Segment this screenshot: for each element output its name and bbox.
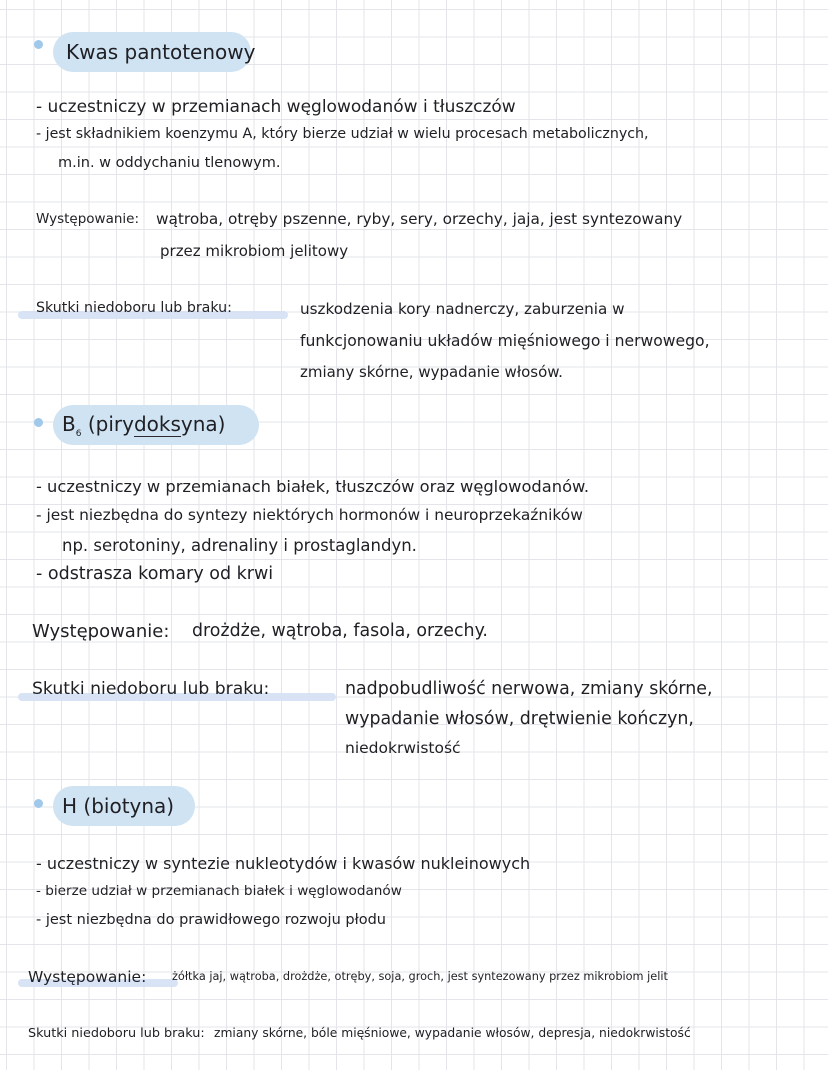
heading-open: (piry [81, 412, 134, 436]
section-heading: Kwas pantotenowy [66, 40, 256, 64]
occurrence-text: żółtka jaj, wątroba, drożdże, otręby, soja, groch, jest syntezowany przez mikrobiom jelit [172, 970, 668, 983]
effects-label: Skutki niedoboru lub braku: [36, 300, 232, 316]
heading-underlined: doks [133, 412, 181, 436]
occurrence-label: Występowanie: [28, 968, 147, 986]
effects-text: nadpobudliwość nerwowa, zmiany skórne, [345, 679, 713, 699]
bullet-line: - jest składnikiem koenzymu A, który bierze udział w wielu procesach metabolicznych, [36, 126, 649, 142]
occurrence-label: Występowanie: [36, 211, 140, 227]
effects-text: zmiany skórne, wypadanie włosów. [300, 363, 563, 381]
effects-text: uszkodzenia kory nadnerczy, zaburzenia w [300, 300, 625, 318]
heading-subscript: 6 [75, 429, 82, 439]
bullet-line: m.in. w oddychaniu tlenowym. [58, 155, 281, 171]
effects-label: Skutki niedoboru lub braku: [32, 679, 270, 699]
section-heading: H (biotyna) [62, 794, 175, 818]
section-heading [62, 413, 225, 440]
effects-text: niedokrwistość [345, 739, 461, 757]
heading-main: B [62, 412, 76, 436]
occurrence-label: Występowanie: [32, 621, 170, 642]
bullet-line: - uczestniczy w przemianach węglowodanów i tłuszczów [36, 97, 516, 117]
bullet-dot [34, 40, 43, 49]
bullet-line: - jest niezbędna do syntezy niektórych hormonów i neuroprzekaźników [36, 506, 583, 524]
occurrence-text: wątroba, otręby pszenne, ryby, sery, orzechy, jaja, jest syntezowany [156, 210, 683, 228]
bullet-line: - bierze udział w przemianach białek i węglowodanów [36, 883, 402, 899]
heading-close: yna) [180, 412, 226, 436]
effects-text: zmiany skórne, bóle mięśniowe, wypadanie włosów, depresja, niedokrwistość [214, 1026, 691, 1040]
bullet-line: np. serotoniny, adrenaliny i prostaglandyn. [62, 536, 417, 555]
bullet-line: - jest niezbędna do prawidłowego rozwoju płodu [36, 912, 386, 928]
bullet-line: - odstrasza komary od krwi [36, 564, 274, 584]
bullet-line: - uczestniczy w syntezie nukleotydów i kwasów nukleinowych [36, 854, 531, 873]
effects-label: Skutki niedoboru lub braku: [28, 1026, 205, 1041]
bullet-dot [34, 418, 43, 427]
bullet-dot [34, 799, 43, 808]
occurrence-text: drożdże, wątroba, fasola, orzechy. [192, 621, 488, 641]
occurrence-text: przez mikrobiom jelitowy [160, 242, 349, 260]
effects-text: funkcjonowaniu układów mięśniowego i nerwowego, [300, 332, 710, 350]
bullet-line: - uczestniczy w przemianach białek, tłuszczów oraz węglowodanów. [36, 477, 590, 496]
effects-text: wypadanie włosów, drętwienie kończyn, [345, 709, 694, 729]
